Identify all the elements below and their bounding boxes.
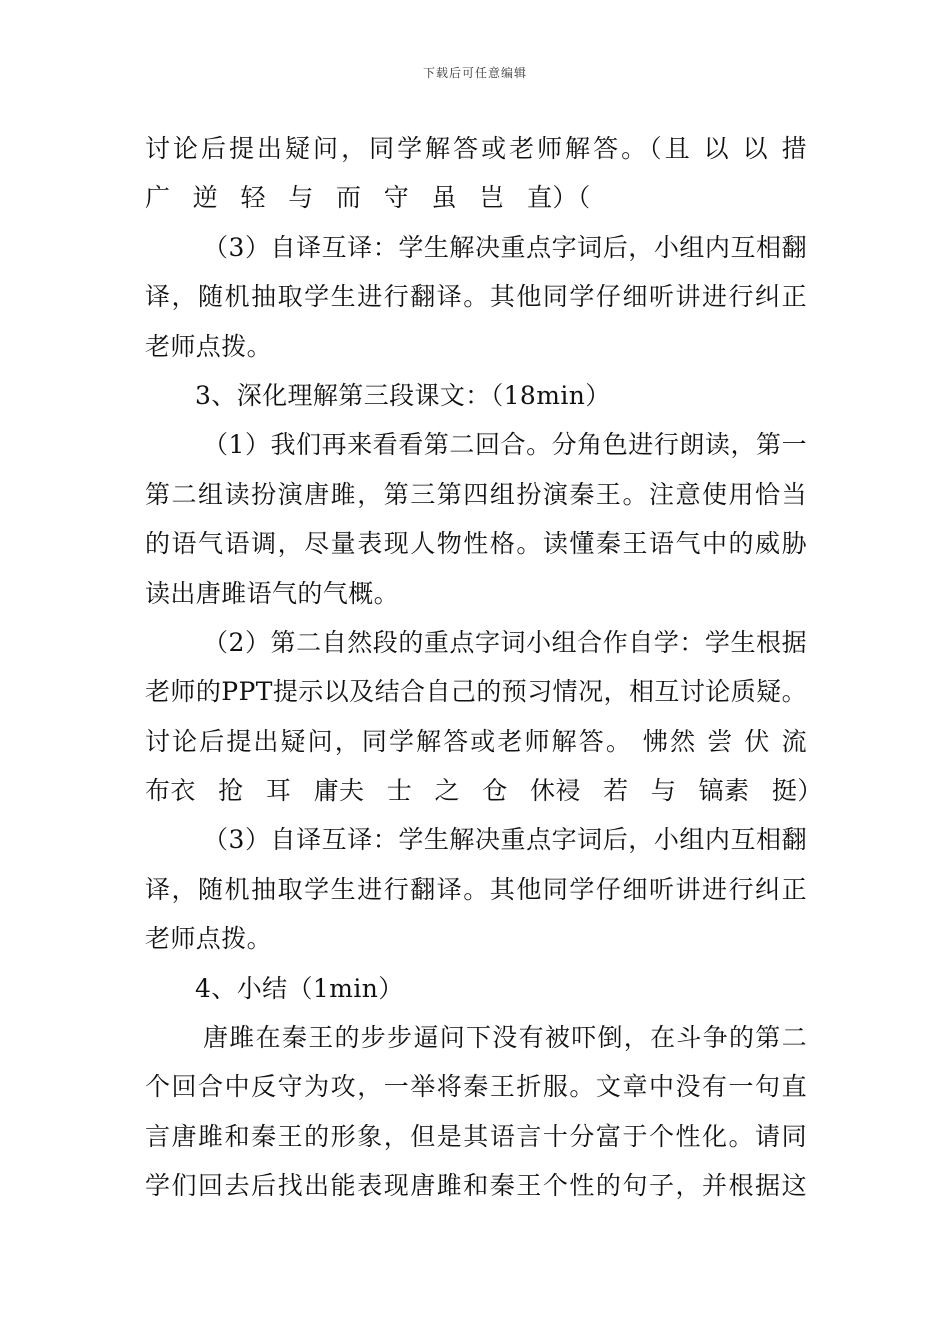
text-line: 读出唐雎语气的气概。 bbox=[145, 578, 400, 608]
text-line: 译，随机抽取学生进行翻译。其他同学仔细听讲进行纠正 bbox=[145, 874, 807, 904]
text-line: 译，随机抽取学生进行翻译。其他同学仔细听讲进行纠正 bbox=[145, 282, 807, 312]
text-line: 的语气语调，尽量表现人物性格。读懂秦王语气中的威胁 bbox=[145, 529, 807, 559]
text-line: （3）自译互译：学生解决重点字词后，小组内互相翻 bbox=[203, 232, 807, 262]
document-body bbox=[145, 124, 823, 1211]
text-line: 唐雎在秦王的步步逼问下没有被吓倒，在斗争的第二 bbox=[203, 1023, 807, 1053]
section-heading: 3、深化理解第三段课文：（18min） bbox=[195, 380, 611, 410]
text-line: 老师点拨。 bbox=[145, 331, 273, 361]
text-line: 布衣 抢 耳 庸夫 士 之 仓 休祲 若 与 镐素 挺） bbox=[145, 776, 823, 806]
page-header: 下载后可任意编辑 bbox=[422, 66, 527, 80]
section-heading: 4、小结（1min） bbox=[195, 973, 404, 1003]
text-line: 老师的PPT提示以及结合自己的预习情况，相互讨论质疑。 bbox=[145, 677, 807, 707]
text-line: （2）第二自然段的重点字词小组合作自学：学生根据 bbox=[203, 627, 807, 657]
text-line: （3）自译互译：学生解决重点字词后，小组内互相翻 bbox=[203, 825, 807, 855]
text-line: 老师点拨。 bbox=[145, 924, 273, 954]
text-line: （1）我们再来看看第二回合。分角色进行朗读，第一 bbox=[203, 430, 807, 460]
text-line: 个回合中反守为攻，一举将秦王折服。文章中没有一句直 bbox=[145, 1072, 807, 1102]
text-line: 讨论后提出疑问，同学解答或老师解答。 怫然 尝 伏 流 bbox=[145, 726, 807, 756]
text-line: 学们回去后找出能表现唐雎和秦王个性的句子，并根据这 bbox=[145, 1171, 807, 1201]
text-line: 第二组读扮演唐雎，第三第四组扮演秦王。注意使用恰当 bbox=[145, 479, 807, 509]
text-line: 言唐雎和秦王的形象，但是其语言十分富于个性化。请同 bbox=[145, 1121, 807, 1151]
text-line: 广 逆 轻 与 而 守 虽 岂 直）（ bbox=[145, 183, 591, 213]
text-line: 讨论后提出疑问，同学解答或老师解答。（且 以 以 措 bbox=[145, 134, 807, 163]
